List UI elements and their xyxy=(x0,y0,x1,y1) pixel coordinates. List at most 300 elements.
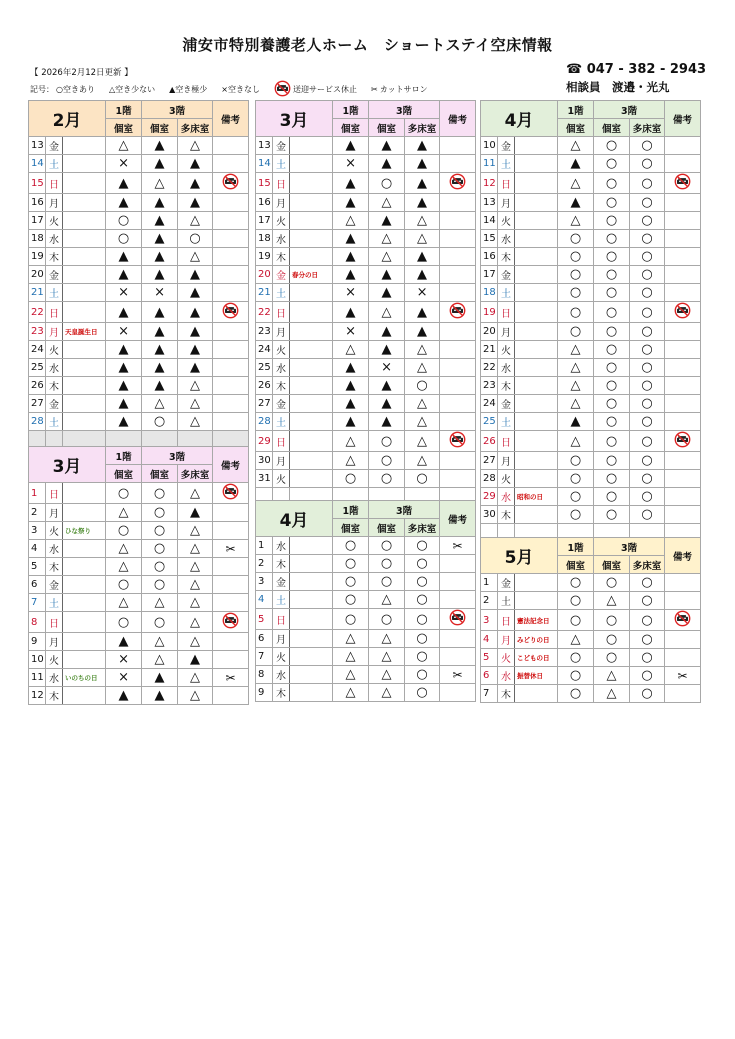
floor3-single-status: ○ xyxy=(594,194,630,212)
holiday-label: 憲法記念日 xyxy=(515,610,558,631)
day-row xyxy=(256,630,476,648)
floor3-multi-status: △ xyxy=(178,612,213,633)
holiday-label xyxy=(290,537,333,555)
weekday: 日 xyxy=(46,302,63,323)
day-row xyxy=(29,284,249,302)
scissors-icon: ✂ xyxy=(452,538,463,553)
notes-header: 備考 xyxy=(665,538,701,574)
weekday: 火 xyxy=(46,212,63,230)
day-row xyxy=(29,612,249,633)
floor1-single-status: △ xyxy=(558,173,594,194)
floor3-single-status: ▲ xyxy=(369,323,405,341)
day-number: 24 xyxy=(481,395,498,413)
notes-cell xyxy=(213,651,249,669)
floor1-single-status: ○ xyxy=(333,609,369,630)
notes-cell xyxy=(213,612,249,633)
page-title: 浦安市特別養護老人ホーム ショートステイ空床情報 xyxy=(182,36,553,54)
holiday-label xyxy=(515,359,558,377)
day-row xyxy=(256,609,476,630)
notes-header: 備考 xyxy=(213,101,249,137)
notes-cell xyxy=(440,413,476,431)
floor1-single-status: ○ xyxy=(333,470,369,488)
weekday: 金 xyxy=(273,137,290,155)
notes-cell xyxy=(213,248,249,266)
day-row xyxy=(481,592,701,610)
day-number: 19 xyxy=(29,248,46,266)
floor3-multi-status: ○ xyxy=(630,341,665,359)
floor3-multi-status: ○ xyxy=(630,230,665,248)
floor1-single-status: △ xyxy=(558,395,594,413)
day-row xyxy=(29,155,249,173)
floor3-header: 3階 xyxy=(594,101,665,119)
day-number: 4 xyxy=(256,591,273,609)
single-room-header: 個室 xyxy=(333,119,369,137)
floor3-single-status: ○ xyxy=(142,483,178,504)
day-row xyxy=(481,266,701,284)
weekday: 木 xyxy=(498,685,515,703)
notes-cell xyxy=(213,413,249,431)
day-number: 8 xyxy=(256,666,273,684)
floor1-header: 1階 xyxy=(558,101,594,119)
notes-cell xyxy=(665,359,701,377)
day-row xyxy=(256,413,476,431)
floor1-single-status: × xyxy=(333,323,369,341)
floor1-single-status: ○ xyxy=(106,483,142,504)
single-room-header: 個室 xyxy=(106,465,142,483)
weekday: 日 xyxy=(498,610,515,631)
floor3-single-status: ○ xyxy=(594,377,630,395)
notes-cell xyxy=(665,488,701,506)
floor1-single-status: ▲ xyxy=(333,413,369,431)
floor3-multi-status: ▲ xyxy=(178,194,213,212)
notes-cell xyxy=(440,173,476,194)
floor3-multi-status: △ xyxy=(178,576,213,594)
notes-cell xyxy=(665,212,701,230)
floor1-single-status: △ xyxy=(558,341,594,359)
notes-cell xyxy=(213,558,249,576)
legend-very-few: ▲空き極少 xyxy=(169,85,208,94)
floor3-single-status: ○ xyxy=(142,540,178,558)
weekday: 日 xyxy=(273,609,290,630)
notes-cell xyxy=(213,669,249,687)
floor3-single-status: ▲ xyxy=(142,248,178,266)
weekday: 月 xyxy=(273,323,290,341)
notes-cell xyxy=(440,323,476,341)
notes-cell xyxy=(665,323,701,341)
holiday-label: いのちの日 xyxy=(63,669,106,687)
legend-haircut: カットサロン xyxy=(379,85,428,94)
weekday: 木 xyxy=(46,248,63,266)
no-shuttle-icon xyxy=(222,302,239,322)
floor1-single-status: ○ xyxy=(558,470,594,488)
floor3-single-status: ▲ xyxy=(142,155,178,173)
notes-cell xyxy=(665,302,701,323)
day-number: 14 xyxy=(29,155,46,173)
floor3-single-status: △ xyxy=(369,194,405,212)
holiday-label: こどもの日 xyxy=(515,649,558,667)
day-number: 22 xyxy=(256,302,273,323)
notes-cell xyxy=(213,594,249,612)
floor3-multi-status: ○ xyxy=(630,155,665,173)
floor3-single-status: ▲ xyxy=(369,155,405,173)
floor3-single-status: △ xyxy=(369,302,405,323)
notes-cell xyxy=(213,155,249,173)
day-number: 21 xyxy=(256,284,273,302)
day-number: 6 xyxy=(481,667,498,685)
floor1-single-status: △ xyxy=(106,594,142,612)
notes-cell xyxy=(440,212,476,230)
floor3-single-status: ○ xyxy=(594,230,630,248)
day-row xyxy=(481,452,701,470)
notes-cell xyxy=(665,649,701,667)
holiday-label xyxy=(290,395,333,413)
day-row xyxy=(256,212,476,230)
day-row xyxy=(256,452,476,470)
floor3-multi-status: ○ xyxy=(405,555,440,573)
weekday: 月 xyxy=(46,633,63,651)
no-shuttle-icon xyxy=(449,302,466,322)
notes-cell xyxy=(665,194,701,212)
calendar-may xyxy=(480,537,700,703)
day-row xyxy=(29,377,249,395)
notes-cell xyxy=(665,506,701,524)
floor3-single-status: ○ xyxy=(142,413,178,431)
notes-cell xyxy=(665,230,701,248)
weekday: 月 xyxy=(498,631,515,649)
notes-cell xyxy=(440,377,476,395)
weekday: 水 xyxy=(498,230,515,248)
day-row xyxy=(256,302,476,323)
single-room-header: 個室 xyxy=(594,119,630,137)
floor3-multi-status: ○ xyxy=(630,359,665,377)
weekday: 月 xyxy=(498,194,515,212)
floor3-multi-status: ○ xyxy=(630,323,665,341)
floor3-header: 3階 xyxy=(369,101,440,119)
weekday: 木 xyxy=(46,687,63,705)
floor3-single-status: ○ xyxy=(594,173,630,194)
weekday: 火 xyxy=(498,341,515,359)
holiday-label xyxy=(290,173,333,194)
day-row xyxy=(256,470,476,488)
floor1-single-status: ▲ xyxy=(106,633,142,651)
day-row xyxy=(256,431,476,452)
day-row xyxy=(481,323,701,341)
holiday-label xyxy=(63,266,106,284)
floor3-single-status: ○ xyxy=(594,395,630,413)
day-number: 19 xyxy=(481,302,498,323)
notes-cell xyxy=(440,230,476,248)
holiday-label xyxy=(290,609,333,630)
floor1-single-status: × xyxy=(106,284,142,302)
notes-cell xyxy=(440,137,476,155)
holiday-label xyxy=(290,323,333,341)
day-number: 21 xyxy=(481,341,498,359)
holiday-label xyxy=(290,137,333,155)
day-number: 10 xyxy=(481,137,498,155)
day-number: 25 xyxy=(481,413,498,431)
single-room-header: 個室 xyxy=(594,556,630,574)
floor3-single-status: ○ xyxy=(369,452,405,470)
floor3-single-status: ○ xyxy=(594,488,630,506)
holiday-label xyxy=(290,377,333,395)
day-number: 18 xyxy=(481,284,498,302)
holiday-label xyxy=(515,284,558,302)
notes-cell xyxy=(440,666,476,684)
no-shuttle-icon xyxy=(674,431,691,451)
weekday: 火 xyxy=(273,470,290,488)
day-number: 24 xyxy=(256,341,273,359)
weekday: 日 xyxy=(498,431,515,452)
floor3-single-status: ○ xyxy=(594,470,630,488)
holiday-label xyxy=(290,230,333,248)
header-row xyxy=(256,101,476,119)
floor3-multi-status: ○ xyxy=(630,685,665,703)
multi-bed-header: 多床室 xyxy=(405,519,440,537)
day-row xyxy=(256,284,476,302)
day-number: 25 xyxy=(29,359,46,377)
holiday-label: 天皇誕生日 xyxy=(63,323,106,341)
floor3-single-status: △ xyxy=(142,395,178,413)
floor3-multi-status: △ xyxy=(178,540,213,558)
notes-header: 備考 xyxy=(213,447,249,483)
day-number: 5 xyxy=(481,649,498,667)
floor1-single-status: △ xyxy=(333,666,369,684)
day-row xyxy=(29,395,249,413)
weekday: 月 xyxy=(46,194,63,212)
notes-cell xyxy=(440,155,476,173)
floor1-single-status: ▲ xyxy=(333,266,369,284)
notes-cell xyxy=(665,470,701,488)
floor3-multi-status: ▲ xyxy=(405,155,440,173)
floor3-multi-status: ○ xyxy=(630,194,665,212)
notes-cell xyxy=(213,323,249,341)
day-row xyxy=(29,483,249,504)
staff-names: 相談員 渡邉・光丸 xyxy=(566,80,670,94)
day-number: 2 xyxy=(29,504,46,522)
day-row xyxy=(481,341,701,359)
holiday-label xyxy=(63,173,106,194)
day-number: 15 xyxy=(29,173,46,194)
floor1-single-status: ▲ xyxy=(333,173,369,194)
month-label: 3月 xyxy=(256,101,333,137)
weekday: 火 xyxy=(273,648,290,666)
weekday: 火 xyxy=(46,522,63,540)
weekday: 日 xyxy=(46,173,63,194)
availability-table xyxy=(255,100,476,506)
weekday: 月 xyxy=(273,630,290,648)
floor3-single-status: ○ xyxy=(594,341,630,359)
day-number: 5 xyxy=(29,558,46,576)
notes-cell xyxy=(440,609,476,630)
floor1-single-status: ○ xyxy=(333,555,369,573)
floor1-single-status: ▲ xyxy=(333,359,369,377)
weekday: 火 xyxy=(273,341,290,359)
floor3-multi-status: ▲ xyxy=(178,284,213,302)
floor3-single-status: △ xyxy=(142,173,178,194)
day-number: 26 xyxy=(481,431,498,452)
floor1-single-status: ▲ xyxy=(106,248,142,266)
floor3-multi-status: △ xyxy=(405,212,440,230)
day-number: 17 xyxy=(29,212,46,230)
floor3-multi-status: ○ xyxy=(630,266,665,284)
notes-cell xyxy=(665,137,701,155)
day-row xyxy=(29,323,249,341)
floor3-single-status: ▲ xyxy=(142,212,178,230)
single-room-header: 個室 xyxy=(142,119,178,137)
availability-table xyxy=(480,537,701,703)
floor3-single-status: ○ xyxy=(369,173,405,194)
holiday-label xyxy=(290,248,333,266)
legend-none: ×空きなし xyxy=(221,85,260,94)
day-number: 26 xyxy=(29,377,46,395)
floor1-single-status: △ xyxy=(106,137,142,155)
floor3-single-status: ▲ xyxy=(142,302,178,323)
scissors-icon: ✂ xyxy=(371,85,378,94)
floor3-multi-status: △ xyxy=(178,248,213,266)
weekday: 月 xyxy=(46,323,63,341)
floor1-single-status: ○ xyxy=(333,591,369,609)
weekday: 金 xyxy=(498,395,515,413)
floor1-single-status: ▲ xyxy=(106,173,142,194)
holiday-label: みどりの日 xyxy=(515,631,558,649)
floor3-multi-status: ○ xyxy=(630,377,665,395)
calendar-apr-1 xyxy=(255,500,475,702)
floor3-single-status: △ xyxy=(369,666,405,684)
holiday-label xyxy=(290,155,333,173)
weekday: 水 xyxy=(273,537,290,555)
day-number: 23 xyxy=(29,323,46,341)
day-number: 27 xyxy=(481,452,498,470)
holiday-label: 振替休日 xyxy=(515,667,558,685)
weekday: 金 xyxy=(498,137,515,155)
floor3-multi-status: ○ xyxy=(630,574,665,592)
weekday: 水 xyxy=(273,230,290,248)
day-number: 3 xyxy=(256,573,273,591)
day-number: 2 xyxy=(481,592,498,610)
floor3-single-status: ▲ xyxy=(142,359,178,377)
floor3-single-status: ○ xyxy=(142,558,178,576)
notes-cell xyxy=(213,212,249,230)
floor3-single-status: ○ xyxy=(594,413,630,431)
day-number: 11 xyxy=(29,669,46,687)
floor3-single-status: ○ xyxy=(594,631,630,649)
floor3-single-status: △ xyxy=(142,633,178,651)
holiday-label xyxy=(290,194,333,212)
day-number: 20 xyxy=(256,266,273,284)
holiday-label xyxy=(290,470,333,488)
floor3-single-status: △ xyxy=(142,594,178,612)
floor3-multi-status: ○ xyxy=(630,452,665,470)
day-row xyxy=(256,323,476,341)
weekday: 木 xyxy=(273,377,290,395)
holiday-label: ひな祭り xyxy=(63,522,106,540)
holiday-label xyxy=(63,612,106,633)
day-number: 2 xyxy=(256,555,273,573)
notes-cell xyxy=(440,302,476,323)
notes-cell xyxy=(665,631,701,649)
day-number: 7 xyxy=(256,648,273,666)
weekday: 水 xyxy=(498,667,515,685)
scissors-icon: ✂ xyxy=(452,667,463,682)
weekday: 土 xyxy=(46,594,63,612)
day-row xyxy=(29,558,249,576)
weekday: 木 xyxy=(498,377,515,395)
floor3-multi-status: ○ xyxy=(405,666,440,684)
notes-cell xyxy=(440,537,476,555)
floor3-multi-status: △ xyxy=(178,137,213,155)
floor3-multi-status: ○ xyxy=(405,377,440,395)
notes-cell xyxy=(440,630,476,648)
notes-cell xyxy=(213,687,249,705)
calendar-apr-2 xyxy=(480,100,700,542)
no-shuttle-icon xyxy=(674,173,691,193)
month-label: 4月 xyxy=(256,501,333,537)
day-number: 1 xyxy=(481,574,498,592)
day-row xyxy=(256,666,476,684)
no-shuttle-icon xyxy=(222,173,239,193)
floor3-multi-status: △ xyxy=(405,413,440,431)
weekday: 日 xyxy=(273,173,290,194)
floor1-single-status: ○ xyxy=(558,667,594,685)
header-row xyxy=(29,447,249,465)
day-number: 10 xyxy=(29,651,46,669)
multi-bed-header: 多床室 xyxy=(178,465,213,483)
floor3-single-status: ○ xyxy=(594,284,630,302)
day-row xyxy=(29,687,249,705)
holiday-label xyxy=(290,341,333,359)
day-number: 22 xyxy=(29,302,46,323)
day-row xyxy=(29,137,249,155)
weekday: 土 xyxy=(46,284,63,302)
floor1-single-status: × xyxy=(106,669,142,687)
weekday: 月 xyxy=(46,504,63,522)
day-row xyxy=(29,248,249,266)
floor3-multi-status: ▲ xyxy=(405,323,440,341)
weekday: 火 xyxy=(498,212,515,230)
day-row xyxy=(256,395,476,413)
holiday-label xyxy=(290,284,333,302)
floor3-single-status: ○ xyxy=(594,506,630,524)
day-number: 27 xyxy=(29,395,46,413)
day-number: 5 xyxy=(256,609,273,630)
single-room-header: 個室 xyxy=(369,119,405,137)
weekday: 月 xyxy=(273,452,290,470)
day-number: 29 xyxy=(481,488,498,506)
holiday-label xyxy=(515,173,558,194)
floor3-multi-status: × xyxy=(405,284,440,302)
weekday: 土 xyxy=(273,284,290,302)
day-row xyxy=(29,633,249,651)
floor1-single-status: ○ xyxy=(333,573,369,591)
notes-cell xyxy=(665,592,701,610)
day-number: 3 xyxy=(29,522,46,540)
day-number: 15 xyxy=(256,173,273,194)
floor1-single-status: ○ xyxy=(558,323,594,341)
floor3-multi-status: △ xyxy=(178,212,213,230)
floor3-multi-status: ○ xyxy=(405,470,440,488)
floor3-multi-status: ▲ xyxy=(405,137,440,155)
floor3-multi-status: ○ xyxy=(178,230,213,248)
calendar-feb xyxy=(28,100,248,449)
floor3-single-status: ▲ xyxy=(142,687,178,705)
floor3-single-status: ○ xyxy=(594,649,630,667)
day-number: 30 xyxy=(256,452,273,470)
floor3-single-status: ○ xyxy=(594,248,630,266)
day-number: 30 xyxy=(481,506,498,524)
day-row xyxy=(29,669,249,687)
floor3-single-status: ▲ xyxy=(369,266,405,284)
floor3-single-status: ○ xyxy=(594,137,630,155)
